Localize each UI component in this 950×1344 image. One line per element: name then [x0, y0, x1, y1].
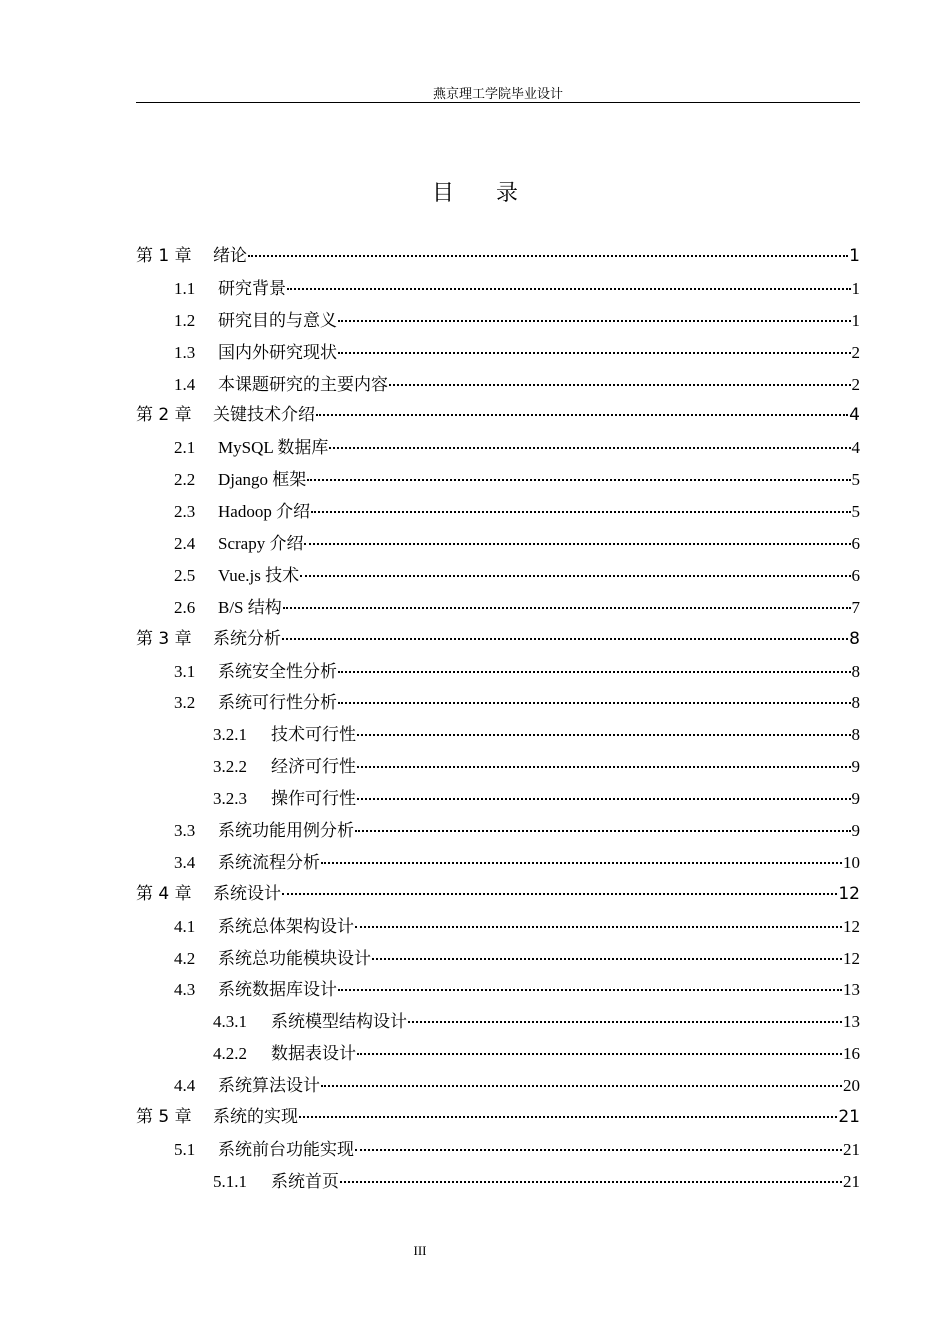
toc-entry[interactable]: [136, 273, 860, 305]
toc-entry[interactable]: [136, 528, 860, 560]
toc-dot-leader: [357, 724, 851, 736]
toc-entry[interactable]: [136, 751, 860, 783]
toc-dot-leader: [338, 979, 842, 991]
toc-entry-number: 3.2.2: [213, 757, 247, 777]
toc-entry-number: 3.4: [174, 852, 196, 872]
toc-entry-page: 1: [849, 246, 860, 266]
toc-entry-page: 12: [838, 883, 860, 904]
toc-entry[interactable]: [136, 943, 860, 975]
toc-entry-number: 2.3: [174, 502, 196, 522]
toc-entry-number: 2.5: [174, 565, 196, 585]
toc-entry[interactable]: [136, 783, 860, 815]
toc-entry-page: 5: [851, 470, 860, 490]
toc-entry-number: 5.1.1: [213, 1171, 247, 1191]
toc-entry-number: 3.3: [174, 821, 196, 841]
toc-entry-title: 经济可行性: [271, 757, 356, 777]
toc-entry[interactable]: [136, 1166, 860, 1198]
toc-entry-page: 16: [843, 1044, 860, 1064]
toc-dot-leader: [338, 661, 851, 673]
toc-entry-number: 第 4 章: [136, 883, 192, 904]
toc-entry-number: 1.3: [174, 342, 196, 362]
toc-entry-title: Hadoop 介绍: [218, 502, 311, 522]
toc-entry-number: 2.2: [174, 470, 196, 490]
toc-entry[interactable]: [136, 400, 860, 432]
toc-entry-page: 13: [843, 980, 860, 1000]
toc-entry-page: 2: [851, 374, 860, 394]
toc-dot-leader: [340, 1171, 842, 1183]
toc-entry-title: 国内外研究现状: [218, 342, 337, 362]
page-header: [136, 86, 860, 103]
toc-entry-number: 1.1: [174, 278, 196, 298]
header-text: 燕京理工学院毕业设计: [432, 86, 563, 101]
toc-dot-leader: [389, 374, 851, 386]
toc-entry-page: 4: [851, 438, 860, 458]
toc-entry[interactable]: [136, 974, 860, 1006]
toc-dot-leader: [338, 310, 851, 322]
toc-entry-page: 9: [851, 789, 860, 809]
title-char-right: 录: [496, 181, 519, 206]
toc-entry-title: 绪论: [213, 246, 247, 266]
toc-entry[interactable]: [136, 592, 860, 624]
toc-dot-leader: [338, 342, 851, 354]
toc-entry-title: 关键技术介绍: [213, 405, 315, 426]
toc-entry-number: 2.1: [174, 438, 196, 458]
toc-dot-leader: [355, 916, 842, 928]
toc-dot-leader: [311, 501, 850, 513]
toc-entry-number: 第 1 章: [136, 246, 192, 266]
toc-entry[interactable]: [136, 1038, 860, 1070]
toc-entry-number: 4.1: [174, 916, 196, 936]
toc-entry-page: 21: [843, 1139, 860, 1159]
toc-dot-leader: [329, 437, 850, 449]
toc-entry-title: 系统功能用例分析: [218, 821, 354, 841]
toc-entry[interactable]: [136, 911, 860, 943]
toc-entry[interactable]: [136, 815, 860, 847]
toc-entry-page: 1: [851, 278, 860, 298]
toc-entry-page: 1: [851, 310, 860, 330]
toc-entry[interactable]: [136, 1070, 860, 1102]
toc-entry[interactable]: [136, 1006, 860, 1038]
toc-entry-title: 本课题研究的主要内容: [218, 374, 388, 394]
page-footer: [0, 1243, 840, 1259]
toc-entry-title: 系统数据库设计: [218, 980, 337, 1000]
toc-dot-leader: [355, 820, 851, 832]
toc-entry[interactable]: [136, 624, 860, 656]
title-char-left: 目: [431, 181, 454, 206]
toc-entry[interactable]: [136, 305, 860, 337]
toc-dot-leader: [282, 628, 848, 640]
toc-entry-page: 12: [843, 948, 860, 968]
toc-entry[interactable]: [136, 1134, 860, 1166]
toc-entry-title: Django 框架: [218, 470, 307, 490]
toc-dot-leader: [283, 597, 851, 609]
toc-dot-leader: [355, 1139, 842, 1151]
toc-entry-title: 系统设计: [213, 883, 281, 904]
toc-entry[interactable]: [136, 847, 860, 879]
toc-entry-number: 4.2.2: [213, 1044, 247, 1064]
toc-entry[interactable]: [136, 337, 860, 369]
toc-entry-page: 7: [851, 597, 860, 617]
toc-entry-number: 3.2.3: [213, 789, 247, 809]
toc-dot-leader: [357, 756, 851, 768]
toc-entry-title: 研究背景: [218, 278, 286, 298]
toc-entry-page: 2: [851, 342, 860, 362]
page-title: [0, 178, 950, 210]
table-of-contents: [136, 241, 860, 1198]
footer-page-number: III: [413, 1243, 427, 1258]
toc-entry[interactable]: [136, 1102, 860, 1134]
toc-entry-title: 技术可行性: [271, 725, 356, 745]
toc-entry-number: 2.4: [174, 534, 196, 554]
toc-entry-page: 8: [849, 628, 860, 649]
toc-entry[interactable]: [136, 687, 860, 719]
toc-entry-number: 3.1: [174, 661, 196, 681]
toc-dot-leader: [316, 404, 848, 416]
toc-entry-title: 系统安全性分析: [218, 661, 337, 681]
toc-entry-title: 系统总体架构设计: [218, 916, 354, 936]
toc-entry-page: 20: [843, 1076, 860, 1096]
toc-entry-number: 1.2: [174, 310, 196, 330]
toc-dot-leader: [282, 883, 837, 895]
toc-dot-leader: [307, 469, 850, 481]
toc-entry-page: 8: [851, 661, 860, 681]
toc-entry-number: 2.6: [174, 597, 196, 617]
toc-entry[interactable]: [136, 719, 860, 751]
toc-entry-page: 12: [843, 916, 860, 936]
toc-entry-page: 5: [851, 502, 860, 522]
toc-entry[interactable]: [136, 464, 860, 496]
toc-entry-number: 1.4: [174, 374, 196, 394]
toc-dot-leader: [408, 1011, 842, 1023]
toc-entry-page: 8: [851, 693, 860, 713]
toc-entry-title: 系统分析: [213, 628, 281, 649]
toc-entry-title: 系统可行性分析: [218, 693, 337, 713]
toc-dot-leader: [299, 1106, 837, 1118]
toc-entry-number: 第 3 章: [136, 628, 192, 649]
toc-entry-title: 系统算法设计: [218, 1076, 320, 1096]
toc-dot-leader: [300, 565, 850, 577]
toc-dot-leader: [248, 245, 848, 257]
toc-entry-title: 系统的实现: [213, 1107, 298, 1128]
toc-entry[interactable]: [136, 560, 860, 592]
toc-entry[interactable]: [136, 656, 860, 688]
toc-entry-page: 6: [851, 565, 860, 585]
toc-entry-number: 4.3: [174, 980, 196, 1000]
toc-entry-number: 4.3.1: [213, 1012, 247, 1032]
toc-entry[interactable]: [136, 369, 860, 401]
toc-entry-page: 13: [843, 1012, 860, 1032]
toc-entry-title: 系统流程分析: [218, 852, 320, 872]
toc-entry-number: 4.2: [174, 948, 196, 968]
toc-entry[interactable]: [136, 432, 860, 464]
toc-dot-leader: [287, 278, 851, 290]
toc-entry-number: 5.1: [174, 1139, 196, 1159]
toc-entry[interactable]: [136, 241, 860, 273]
toc-dot-leader: [357, 1043, 842, 1055]
toc-dot-leader: [321, 852, 842, 864]
toc-entry-title: 研究目的与意义: [218, 310, 337, 330]
toc-entry-number: 第 5 章: [136, 1107, 192, 1128]
toc-entry-title: 系统模型结构设计: [271, 1012, 407, 1032]
toc-entry-title: 系统前台功能实现: [218, 1139, 354, 1159]
toc-entry-page: 9: [851, 821, 860, 841]
toc-entry-page: 21: [843, 1171, 860, 1191]
toc-entry-number: 3.2.1: [213, 725, 247, 745]
toc-entry-number: 3.2: [174, 693, 196, 713]
toc-entry[interactable]: [136, 496, 860, 528]
toc-entry-page: 21: [838, 1107, 860, 1128]
toc-entry-title: 系统首页: [271, 1171, 339, 1191]
toc-dot-leader: [321, 1075, 842, 1087]
toc-dot-leader: [372, 948, 842, 960]
toc-entry-number: 4.4: [174, 1076, 196, 1096]
toc-entry-page: 6: [851, 534, 860, 554]
toc-entry-title: 系统总功能模块设计: [218, 948, 371, 968]
toc-entry-number: 第 2 章: [136, 405, 192, 426]
toc-entry[interactable]: [136, 879, 860, 911]
toc-entry-page: 8: [851, 725, 860, 745]
toc-entry-title: Scrapy 介绍: [218, 534, 304, 554]
toc-entry-page: 10: [843, 852, 860, 872]
toc-entry-title: MySQL 数据库: [218, 438, 329, 458]
toc-dot-leader: [357, 788, 851, 800]
toc-entry-title: 数据表设计: [271, 1044, 356, 1064]
toc-dot-leader: [304, 533, 850, 545]
toc-entry-page: 9: [851, 757, 860, 777]
toc-entry-page: 4: [849, 405, 860, 426]
toc-dot-leader: [338, 692, 851, 704]
toc-entry-title: Vue.js 技术: [218, 565, 300, 585]
toc-entry-title: B/S 结构: [218, 597, 282, 617]
toc-entry-title: 操作可行性: [271, 789, 356, 809]
